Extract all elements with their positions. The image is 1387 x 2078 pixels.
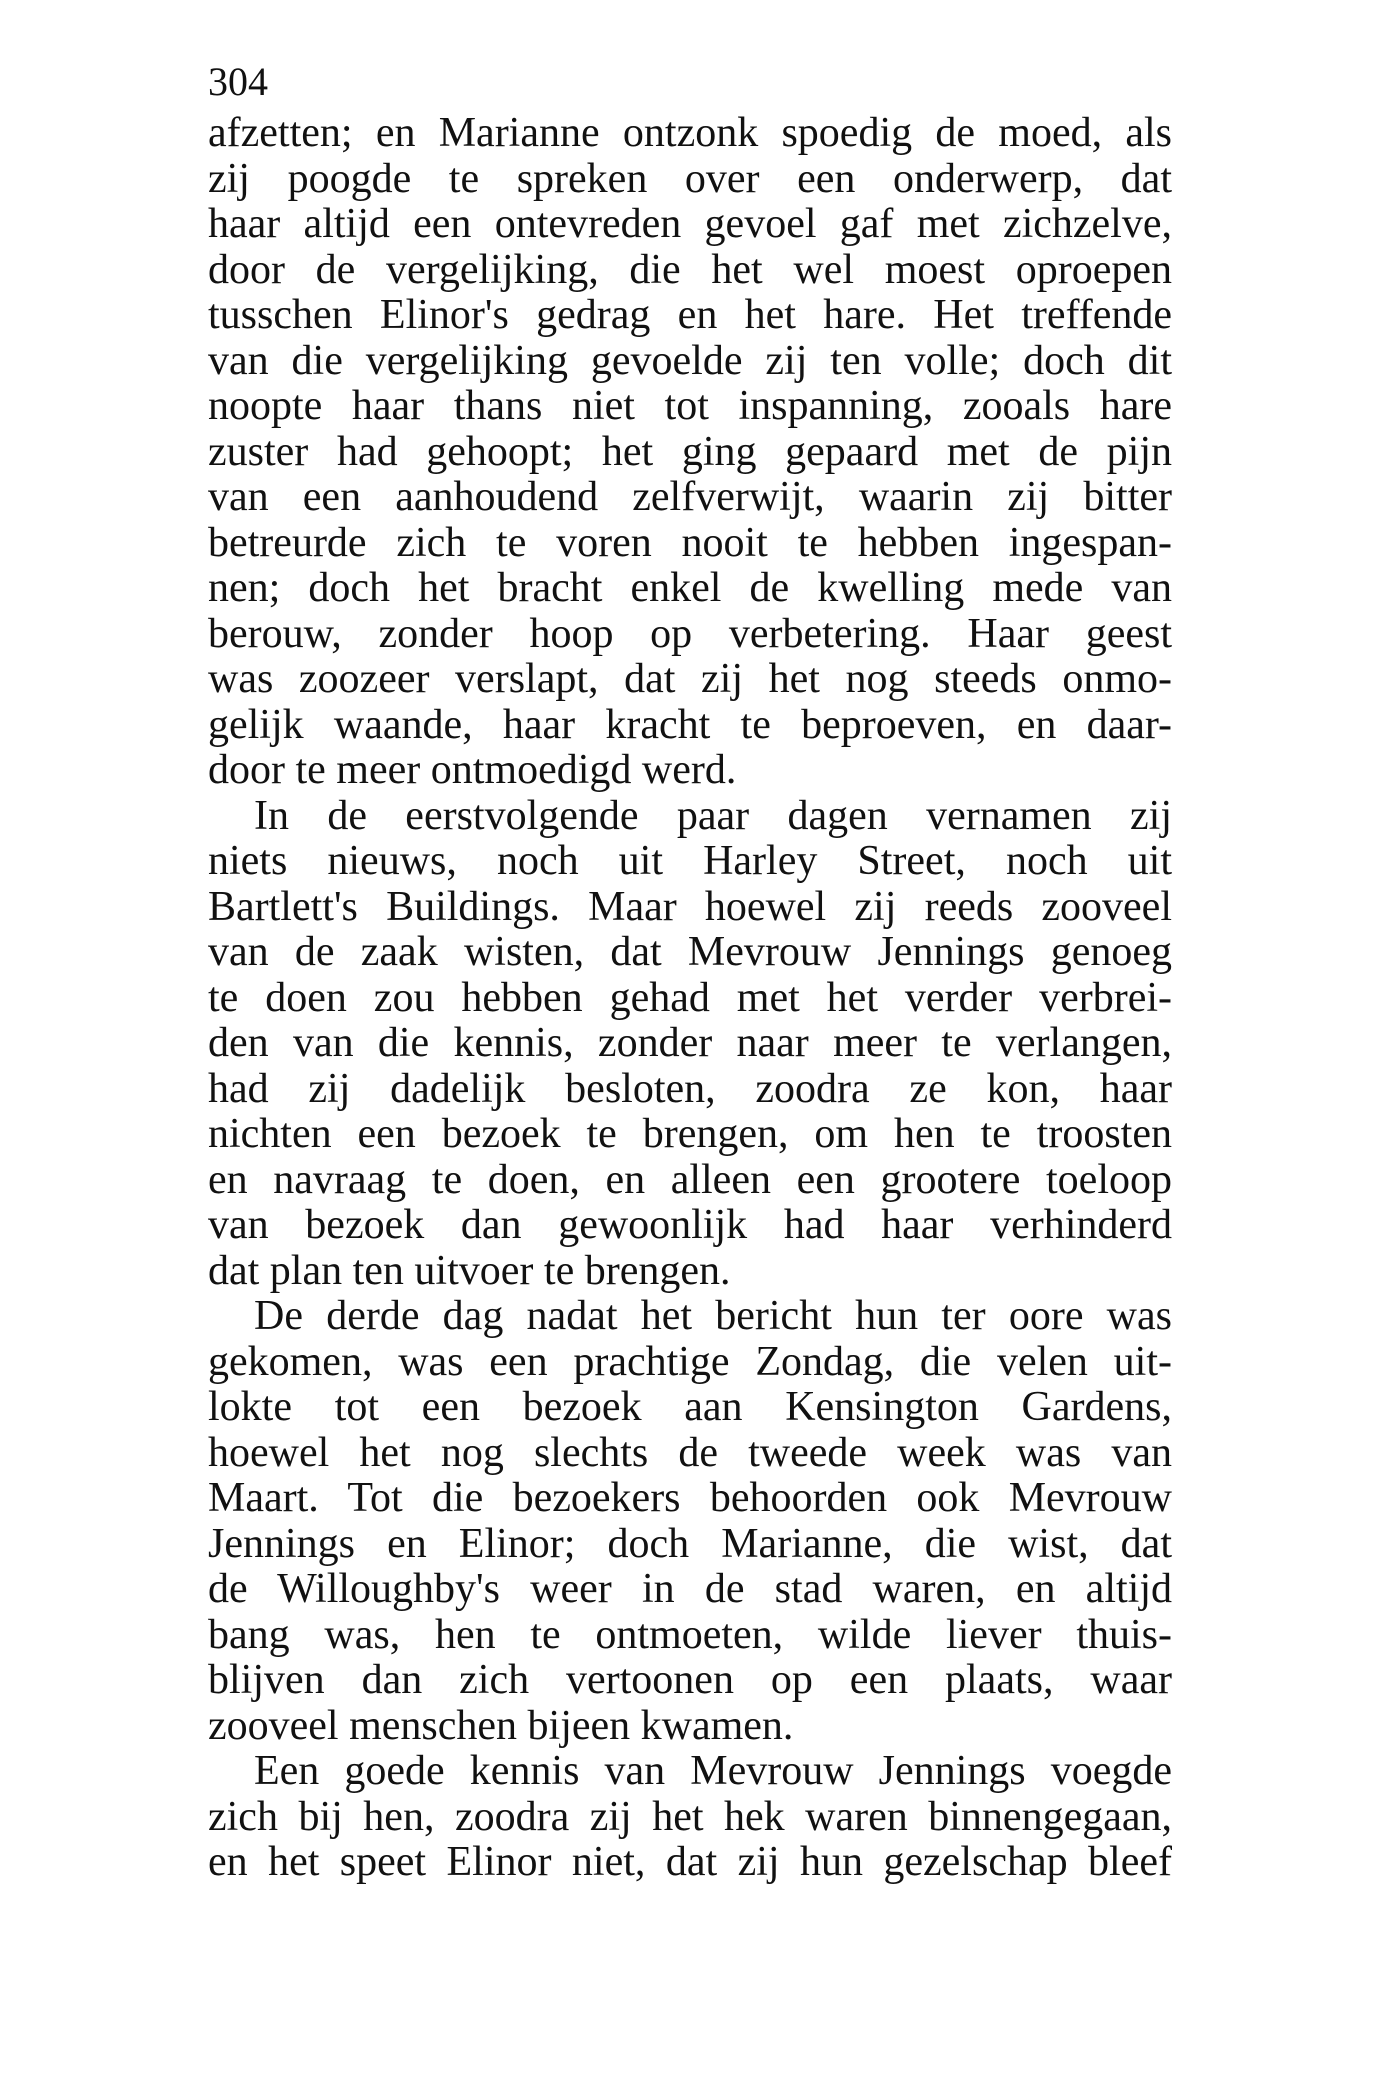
text-line: noopte haar thans niet tot inspanning, zooals hare xyxy=(208,383,1172,429)
text-line: zuster had gehoopt; het ging gepaard met de pijn xyxy=(208,428,1172,475)
text-line: zij poogde te spreken over een onderwerp, dat xyxy=(208,155,1172,202)
paragraph-start-line: Een goede kennis van Mevrouw Jennings voegde xyxy=(254,1748,1172,1794)
text-line: blijven dan zich vertoonen op een plaats, waar xyxy=(208,1657,1172,1703)
text-line: niets nieuws, noch uit Harley Street, noch uit xyxy=(208,838,1172,884)
text-line: zich bij hen, zoodra zij het hek waren binnengegaan, xyxy=(208,1793,1172,1840)
page-number: 304 xyxy=(208,59,268,104)
text-line: lokte tot een bezoek aan Kensington Gardens, xyxy=(208,1384,1172,1430)
text-line: nen; doch het bracht enkel de kwelling mede van xyxy=(208,565,1172,611)
paragraph-end-line: zooveel menschen bijeen kwamen. xyxy=(208,1702,794,1749)
text-line: en navraag te doen, en alleen een grootere toeloop xyxy=(208,1156,1172,1203)
text-line: van de zaak wisten, dat Mevrouw Jennings genoeg xyxy=(208,929,1172,975)
paragraph-end-line: door te meer ontmoedigd werd. xyxy=(208,747,737,793)
text-line: van die vergelijking gevoelde zij ten volle; doch dit xyxy=(208,337,1172,384)
text-line: betreurde zich te voren nooit te hebben ingespan- xyxy=(208,519,1172,566)
text-line: afzetten; en Marianne ontzonk spoedig de moed, als xyxy=(208,110,1172,156)
paragraph-start-line: In de eerstvolgende paar dagen vernamen zij xyxy=(254,792,1172,839)
text-line: berouw, zonder hoop op verbetering. Haar geest xyxy=(208,610,1172,657)
text-line: de Willoughby's weer in de stad waren, en altijd xyxy=(208,1566,1172,1612)
text-line: Maart. Tot die bezoekers behoorden ook Mevrouw xyxy=(208,1475,1172,1521)
text-line: te doen zou hebben gehad met het verder verbrei- xyxy=(208,974,1172,1021)
text-line: van een aanhoudend zelfverwijt, waarin zij bitter xyxy=(208,474,1172,520)
body-text xyxy=(208,111,1172,1886)
text-line: gekomen, was een prachtige Zondag, die velen uit- xyxy=(208,1338,1172,1385)
text-line: Bartlett's Buildings. Maar hoewel zij reeds zooveel xyxy=(208,883,1172,930)
text-line: tusschen Elinor's gedrag en het hare. Het treffende xyxy=(208,292,1172,338)
text-line: Jennings en Elinor; doch Marianne, die wist, dat xyxy=(208,1520,1172,1567)
paragraph-start-line: De derde dag nadat het bericht hun ter oore was xyxy=(254,1293,1172,1339)
text-line: had zij dadelijk besloten, zoodra ze kon, haar xyxy=(208,1065,1172,1112)
text-line: hoewel het nog slechts de tweede week was van xyxy=(208,1429,1172,1476)
text-line: door de vergelijking, die het wel moest oproepen xyxy=(208,246,1172,293)
text-line: van bezoek dan gewoonlijk had haar verhinderd xyxy=(208,1202,1172,1248)
text-line: nichten een bezoek te brengen, om hen te troosten xyxy=(208,1111,1172,1157)
paragraph-end-line: dat plan ten uitvoer te brengen. xyxy=(208,1247,731,1294)
text-line: was zoozeer verslapt, dat zij het nog steeds onmo- xyxy=(208,656,1172,702)
text-line: gelijk waande, haar kracht te beproeven, en daar- xyxy=(208,701,1172,748)
text-line: haar altijd een ontevreden gevoel gaf met zichzelve, xyxy=(208,201,1172,247)
text-line: bang was, hen te ontmoeten, wilde liever thuis- xyxy=(208,1611,1172,1658)
text-line: den van die kennis, zonder naar meer te verlangen, xyxy=(208,1020,1172,1066)
text-line: en het speet Elinor niet, dat zij hun gezelschap bleef xyxy=(208,1839,1172,1885)
